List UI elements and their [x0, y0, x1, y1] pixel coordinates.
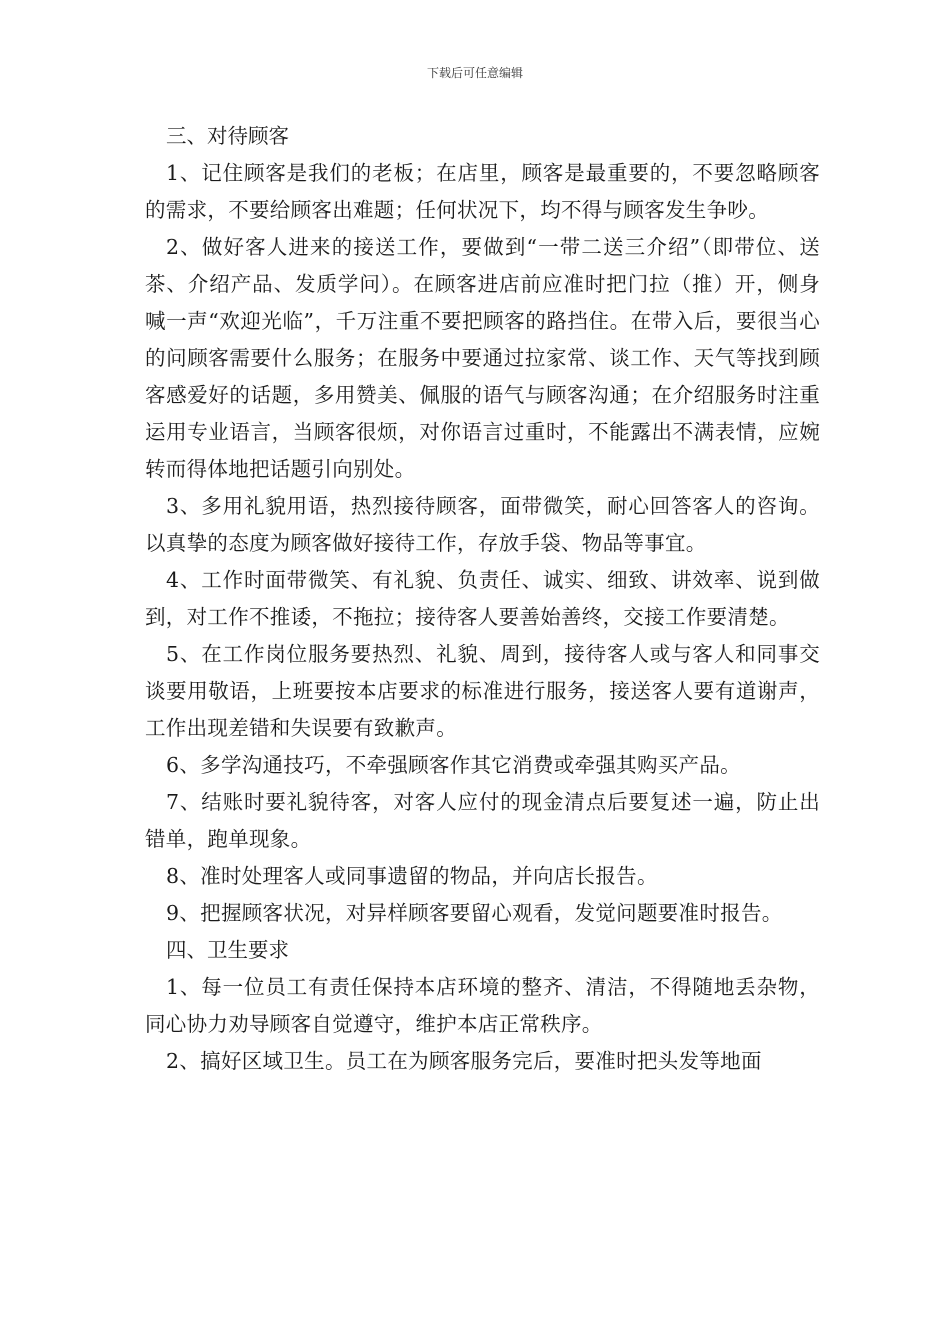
paragraph: 5、在工作岗位服务要热烈、礼貌、周到，接待客人或与客人和同事交谈要用敬语，上班要按本店要求的标准进行服务，接送客人要有道谢声，工作出现差错和失误要有致歉声。 — [145, 642, 820, 740]
header-note: 下载后可任意编辑 — [426, 66, 523, 80]
paragraph: 2、搞好区域卫生。员工在为顾客服务完后，要准时把头发等地面 — [166, 1049, 762, 1073]
paragraph: 1、记住顾客是我们的老板；在店里，顾客是最重要的，不要忽略顾客的需求，不要给顾客出难题；任何状况下，均不得与顾客发生争吵。 — [145, 161, 820, 222]
paragraph: 9、把握顾客状况，对异样顾客要留心观看，发觉问题要准时报告。 — [166, 901, 783, 925]
paragraph: 6、多学沟通技巧，不牵强顾客作其它消费或牵强其购买产品。 — [166, 753, 741, 777]
section-heading-hygiene: 四、卫生要求 — [166, 938, 289, 962]
paragraph: 8、准时处理客人或同事遗留的物品，并向店长报告。 — [166, 864, 658, 888]
document-body — [145, 118, 820, 1080]
paragraph: 1、每一位员工有责任保持本店环境的整齐、清洁，不得随地丢杂物，同心协力劝导顾客自觉遵守，维护本店正常秩序。 — [145, 975, 820, 1036]
paragraph: 7、结账时要礼貌待客，对客人应付的现金清点后要复述一遍，防止出错单，跑单现象。 — [145, 790, 820, 851]
section-heading-customers: 三、对待顾客 — [166, 124, 289, 148]
paragraph: 3、多用礼貌用语，热烈接待顾客，面带微笑，耐心回答客人的咨询。以真挚的态度为顾客做好接待工作，存放手袋、物品等事宜。 — [145, 494, 820, 555]
paragraph: 2、做好客人进来的接送工作，要做到“一带二送三介绍”（即带位、送茶、介绍产品、发质学问）。在顾客进店前应准时把门拉（推）开，侧身喊一声“欢迎光临”，千万注重不要把顾客的路挡住。在带入后，要很当心的问顾客需要什么服务；在服务中要通过拉家常、谈工作、天气等找到顾客感爱好的话题，多用赞美、佩服的语气与顾客沟通；在介绍服务时注重运用专业语言，当顾客很烦，对你语言过重时，不能露出不满表情，应婉转而得体地把话题引向别处。 — [145, 235, 820, 481]
paragraph: 4、工作时面带微笑、有礼貌、负责任、诚实、细致、讲效率、说到做到，对工作不推诿，不拖拉；接待客人要善始善终，交接工作要清楚。 — [145, 568, 820, 629]
